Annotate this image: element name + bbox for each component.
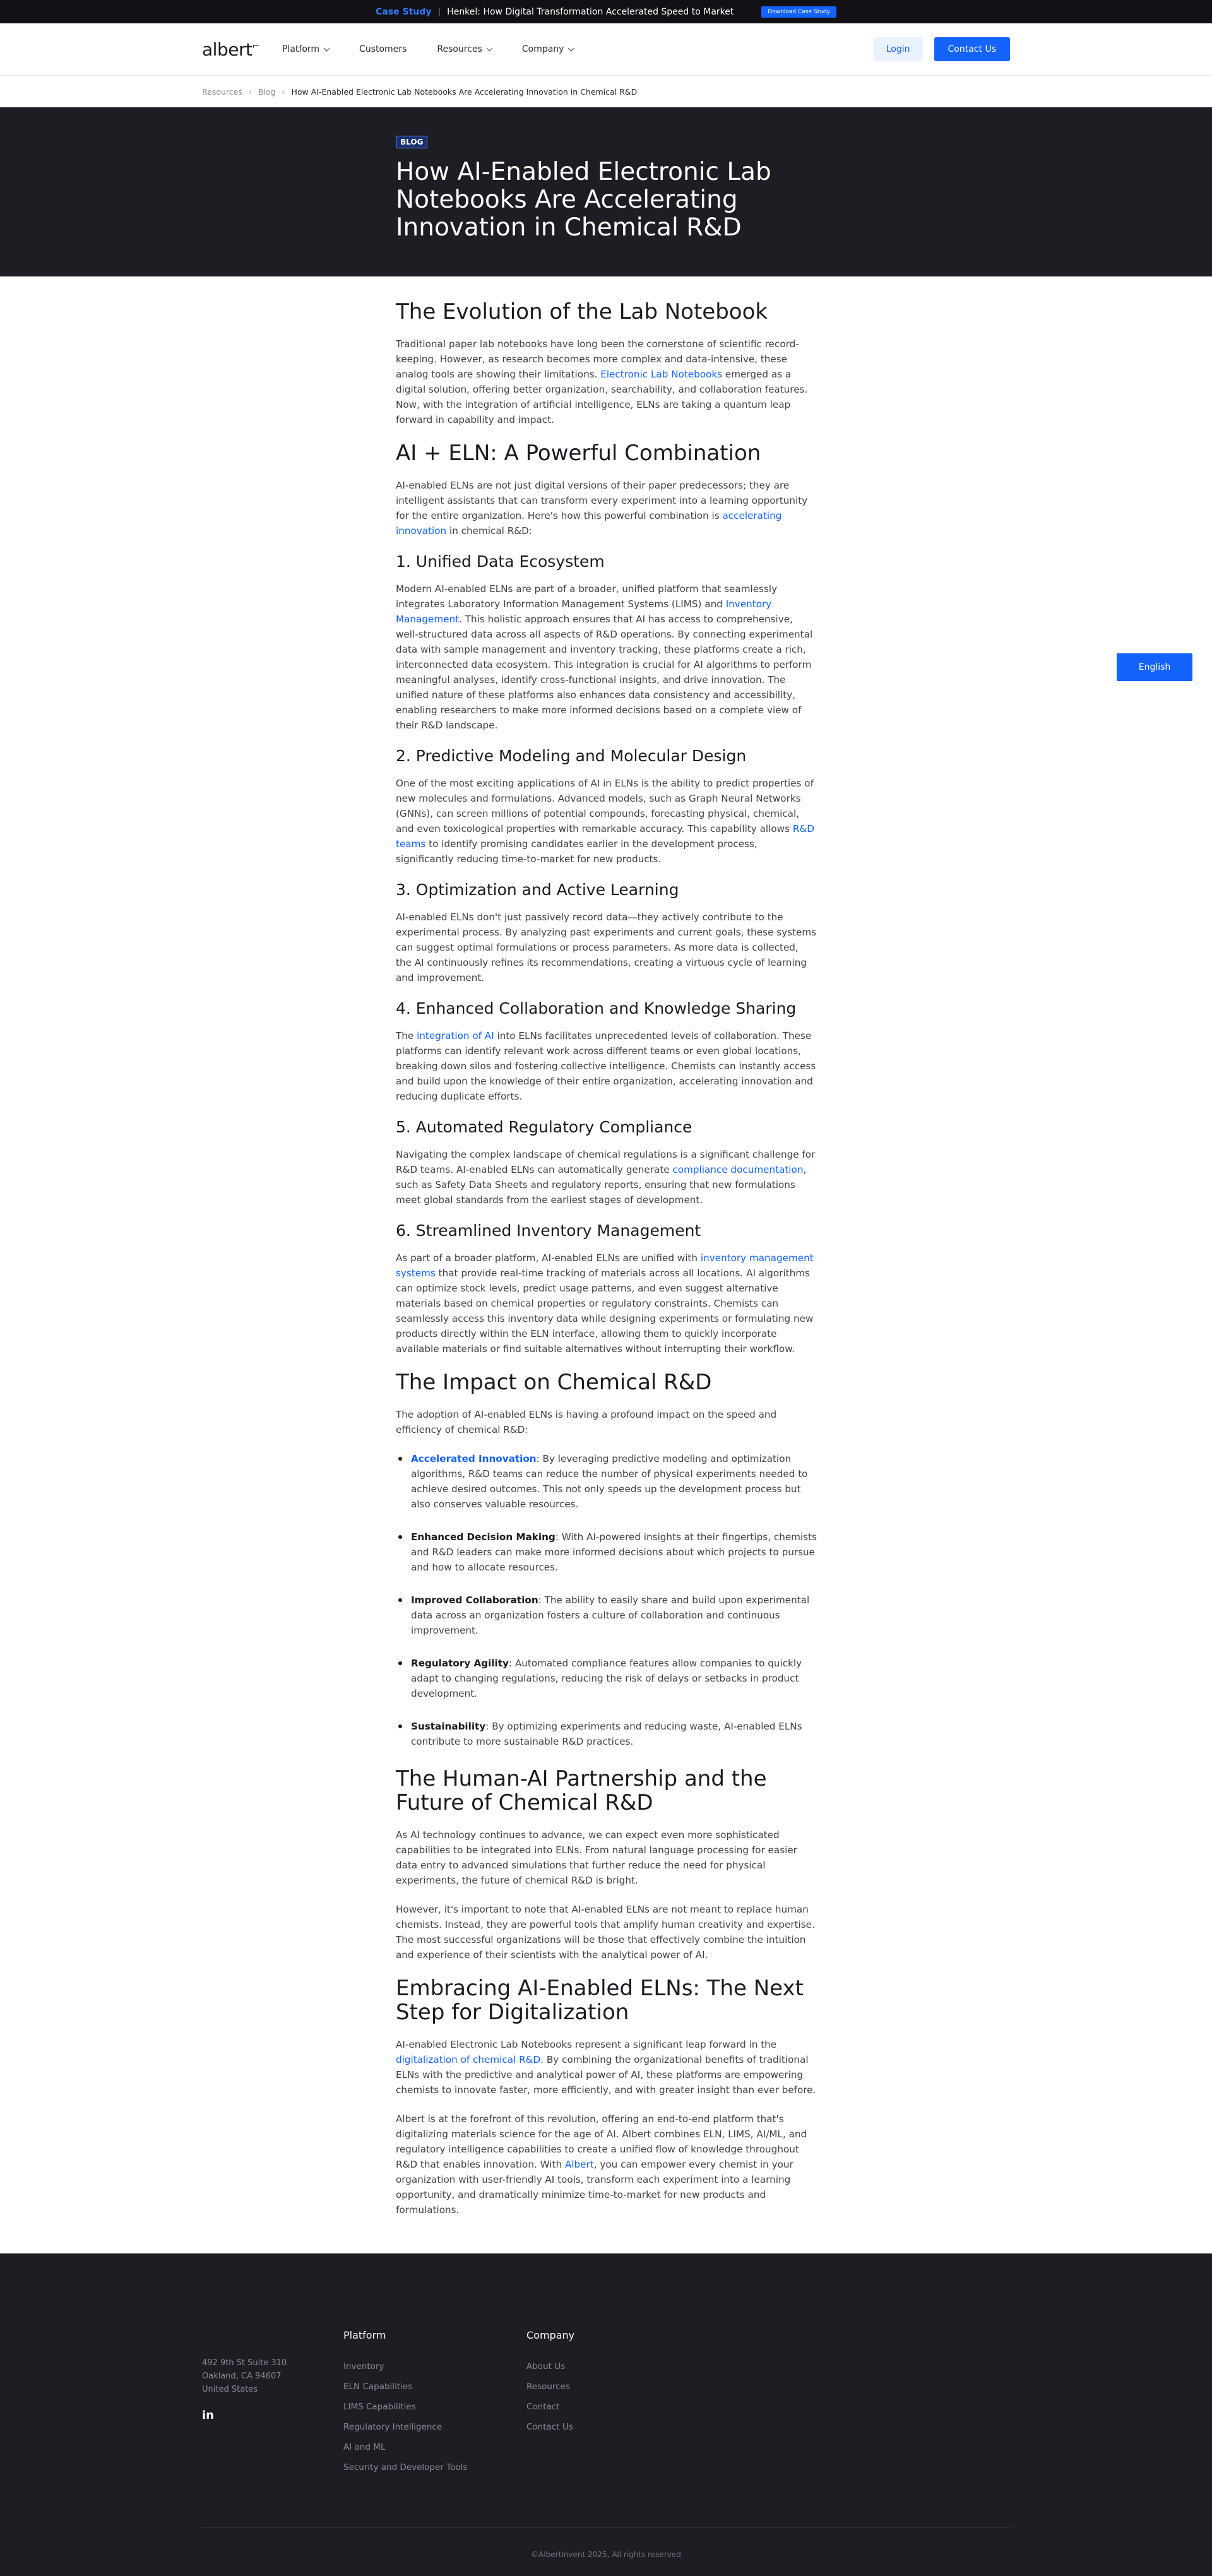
paragraph: AI-enabled ELNs are not just digital versions of their paper predecessors; they are intelligent assistants that can transform every experiment into a learning opportunity for the entire organization. Here's how this powerful combination is accelerating innovation in chemical R&D: xyxy=(396,480,808,537)
subsection-heading: 2. Predictive Modeling and Molecular Design xyxy=(396,747,747,765)
breadcrumb-blog[interactable]: Blog xyxy=(258,86,276,97)
footer-link[interactable]: LIMS Capabilities xyxy=(343,2402,416,2412)
breadcrumb-separator-icon: › xyxy=(248,86,252,97)
albert-logo[interactable]: albert⌐ xyxy=(202,39,259,60)
breadcrumb xyxy=(0,76,1212,107)
footer-heading: Platform xyxy=(343,2329,386,2341)
footer-platform-column xyxy=(343,2329,467,2483)
case-study-tag[interactable]: Case Study xyxy=(376,6,432,17)
paragraph: Traditional paper lab notebooks have long been the cornerstone of scientific record-keeping. However, as research becomes more complex and data-intensive, these analog tools are showing their limitations. Electronic Lab Notebooks emerged as a digital solution, offering better organization, searchability, and collaboration features. Now, with the integration of artificial intelligence, ELNs are taking a quantum leap forward in capability and impact. xyxy=(396,338,808,425)
footer-link[interactable]: Resources xyxy=(526,2382,570,2392)
inline-link[interactable]: accelerating innovation xyxy=(396,510,782,537)
footer-link[interactable]: AI and ML xyxy=(343,2442,386,2452)
subsection-heading: 1. Unified Data Ecosystem xyxy=(396,552,605,571)
section-heading: Embracing AI-Enabled ELNs: The Next Step for Digitalization xyxy=(396,1976,804,2025)
page-title: How AI-Enabled Electronic Lab Notebooks Are Accelerating Innovation in Chemical R&D xyxy=(396,158,771,242)
nav-item-resources[interactable]: Resources xyxy=(437,44,492,54)
breadcrumb-current: How AI-Enabled Electronic Lab Notebooks Are Accelerating Innovation in Chemical R&D xyxy=(291,86,638,97)
paragraph: However, it's important to note that AI-enabled ELNs are not meant to replace human chemists. Instead, they are powerful tools that amplify human creativity and expertise. The most successful organizations will be those that effectively combine the intuition and experience of their scientists with the analytical power of AI. xyxy=(396,1904,815,1961)
paragraph: One of the most exciting applications of AI in ELNs is the ability to predict properties of new molecules and formulations. Advanced models, such as Graph Neural Networks (GNNs), can screen millions of potential compounds, forecasting physical, chemical, and even toxicological properties with remarkable accuracy. This capability allows R&D teams to identify promising candidates earlier in the development process, significantly reducing time-to-market for new products. xyxy=(396,778,814,865)
chevron-down-icon xyxy=(486,45,492,51)
footer-divider xyxy=(202,2527,1010,2528)
inline-link[interactable]: integration of AI xyxy=(417,1030,494,1042)
list-item: Improved Collaboration: The ability to easily share and build upon experimental data across an organization fosters a culture of collaboration and continuous improvement. xyxy=(411,1593,817,1638)
login-button[interactable]: Login xyxy=(874,37,923,61)
nav-item-customers[interactable]: Customers xyxy=(359,44,407,54)
inline-link[interactable]: compliance documentation xyxy=(672,1164,804,1175)
list-item: Enhanced Decision Making: With AI-powered insights at their fingertips, chemists and R&D leaders can make more informed decisions about which projects to pursue and how to allocate resources. xyxy=(411,1529,817,1575)
announcement-bar xyxy=(0,0,1212,23)
company-address: 492 9th St Suite 310 Oakland, CA 94607 United States xyxy=(202,2358,287,2394)
footer-link[interactable]: ELN Capabilities xyxy=(343,2382,413,2392)
linkedin-icon[interactable]: in xyxy=(202,2409,214,2422)
chevron-down-icon xyxy=(568,45,574,51)
nav-actions xyxy=(874,37,1010,61)
footer-link[interactable]: Regulatory Intelligence xyxy=(343,2422,443,2432)
footer-link[interactable]: Security and Developer Tools xyxy=(343,2462,468,2472)
paragraph: AI-enabled Electronic Lab Notebooks represent a significant leap forward in the digitalization of chemical R&D. By combining the organizational benefits of traditional ELNs with the predictive and analytical power of AI, these platforms are empowering chemists to innovate faster, more efficiently, and with greater insight than ever before. xyxy=(396,2039,816,2096)
article-body xyxy=(396,300,817,2231)
inline-link[interactable]: Accelerated Innovation xyxy=(411,1453,537,1464)
inline-link[interactable]: Inventory Management xyxy=(396,598,772,625)
paragraph: The adoption of AI-enabled ELNs is having a profound impact on the speed and efficiency of chemical R&D: xyxy=(396,1409,777,1435)
list-item: Regulatory Agility: Automated compliance features allow companies to quickly adapt to changing regulations, reducing the risk of delays or setbacks in product development. xyxy=(411,1656,817,1701)
breadcrumb-resources[interactable]: Resources xyxy=(202,86,242,97)
section-heading: The Evolution of the Lab Notebook xyxy=(396,299,768,324)
subsection-heading: 3. Optimization and Active Learning xyxy=(396,881,679,899)
copyright: ©AlbertInvent 2025, All rights reserved xyxy=(531,2550,681,2559)
section-heading: AI + ELN: A Powerful Combination xyxy=(396,441,761,466)
footer-link[interactable]: Contact Us xyxy=(526,2422,573,2432)
article-hero xyxy=(0,107,1212,276)
inline-link[interactable]: Albert xyxy=(564,2159,594,2170)
section-heading: The Human-AI Partnership and the Future of Chemical R&D xyxy=(396,1766,767,1815)
footer xyxy=(0,2253,1212,2576)
category-tag: BLOG xyxy=(396,136,427,148)
section-heading: The Impact on Chemical R&D xyxy=(396,1370,712,1395)
main-nav xyxy=(0,23,1212,76)
language-selector-button[interactable]: English xyxy=(1117,653,1192,681)
subsection-heading: 6. Streamlined Inventory Management xyxy=(396,1221,701,1240)
inline-link[interactable]: Electronic Lab Notebooks xyxy=(600,369,723,380)
paragraph: The integration of AI into ELNs facilitates unprecedented levels of collaboration. These platforms can identify relevant work across different teams or even global locations, breaking down silos and fostering collective intelligence. Chemists can instantly access and build upon the knowledge of their entire organization, accelerating innovation and reducing duplicate efforts. xyxy=(396,1030,816,1102)
nav-menu xyxy=(282,44,573,54)
announcement-separator: | xyxy=(437,6,441,17)
chevron-down-icon xyxy=(324,45,330,51)
contact-us-button[interactable]: Contact Us xyxy=(934,37,1010,61)
footer-heading: Company xyxy=(526,2329,575,2341)
footer-company-column xyxy=(526,2329,574,2442)
subsection-heading: 5. Automated Regulatory Compliance xyxy=(396,1118,692,1136)
footer-link[interactable]: Inventory xyxy=(343,2361,384,2371)
paragraph: Modern AI-enabled ELNs are part of a broader, unified platform that seamlessly integrates Laboratory Information Management Systems (LIMS) and Inventory Management. This holistic approach ensures that AI has access to comprehensive, well-structured data across all aspects of R&D operations. By connecting experimental data with sample management and inventory tracking, these platforms create a rich, interconnected data ecosystem. This integration is crucial for AI algorithms to perform meaningful analyses, identify cross-functional insights, and drive innovation. The unified nature of these platforms also enhances data consistency and accessibility, enabling researchers to make more informed decisions based on a complete view of their R&D landscape. xyxy=(396,583,813,731)
paragraph: AI-enabled ELNs don't just passively record data—they actively contribute to the experimental process. By analyzing past experiments and current goals, these systems can suggest optimal formulations or process parameters. As more data is collected, the AI continuously refines its recommendations, creating a virtuous cycle of learning and improvement. xyxy=(396,911,817,983)
nav-item-platform[interactable]: Platform xyxy=(282,44,329,54)
list-item: Sustainability: By optimizing experiments and reducing waste, AI-enabled ELNs contribute to more sustainable R&D practices. xyxy=(411,1719,817,1749)
breadcrumb-separator-icon: › xyxy=(282,86,285,97)
footer-link[interactable]: Contact xyxy=(526,2402,560,2412)
inline-link[interactable]: R&D teams xyxy=(396,823,814,850)
impact-list xyxy=(396,1451,817,1749)
nav-item-company[interactable]: Company xyxy=(522,44,574,54)
footer-link[interactable]: About Us xyxy=(526,2361,566,2371)
download-case-study-button[interactable]: Download Case Study xyxy=(761,6,836,18)
paragraph: As AI technology continues to advance, we can expect even more sophisticated capabilities to be integrated into ELNs. From natural language processing for easier data entry to advanced simulations that further reduce the need for physical experiments, the future of chemical R&D is bright. xyxy=(396,1829,797,1886)
paragraph: Navigating the complex landscape of chemical regulations is a significant challenge for R&D teams. AI-enabled ELNs can automatically generate compliance documentation, such as Safety Data Sheets and regulatory reports, ensuring that new formulations meet global standards from the earliest stages of development. xyxy=(396,1149,816,1206)
paragraph: As part of a broader platform, AI-enabled ELNs are unified with inventory management systems that provide real-time tracking of materials across all locations. AI algorithms can optimize stock levels, predict usage patterns, and even suggest alternative materials based on chemical properties or regulatory constraints. Chemists can seamlessly access this inventory data while designing experiments or formulating new products directly within the ELN interface, allowing them to quickly incorporate available materials or find suitable alternatives without interrupting their workflow. xyxy=(396,1252,814,1355)
announcement-text[interactable]: Henkel: How Digital Transformation Accelerated Speed to Market xyxy=(447,6,734,17)
paragraph: Albert is at the forefront of this revolution, offering an end-to-end platform that's digitalizing materials science for the age of AI. Albert combines ELN, LIMS, AI/ML, and regulatory intelligence capabilities to create a unified flow of knowledge throughout R&D that enables innovation. With Albert, you can empower every chemist in your organization with user-friendly AI tools, transform each experiment into a learning opportunity, and dramatically minimize time-to-market for new products and formulations. xyxy=(396,2113,807,2216)
inline-link[interactable]: inventory management systems xyxy=(396,1252,814,1279)
inline-link[interactable]: digitalization of chemical R&D xyxy=(396,2054,541,2065)
list-item: Accelerated Innovation: By leveraging predictive modeling and optimization algorithms, R&D teams can reduce the number of physical experiments needed to achieve desired outcomes. This not only speeds up the development process but also conserves valuable resources. xyxy=(411,1451,817,1512)
subsection-heading: 4. Enhanced Collaboration and Knowledge Sharing xyxy=(396,999,797,1018)
